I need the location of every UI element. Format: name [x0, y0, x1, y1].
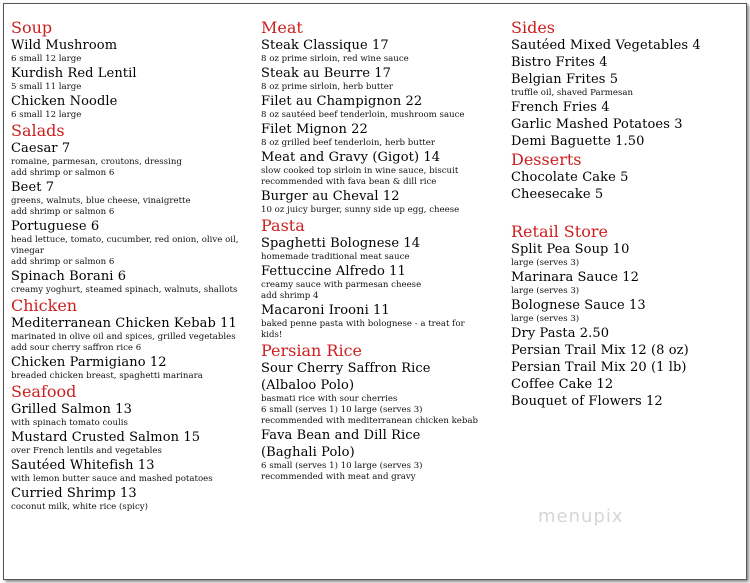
menu-item-description: 6 small (serves 1) 10 large (serves 3): [261, 461, 423, 471]
menu-item: [261, 263, 497, 302]
menu-item: [261, 377, 497, 427]
menu-item-description: over French lentils and vegetables: [11, 446, 162, 456]
menu-item-name: Coffee Cake 12: [511, 377, 614, 392]
menu-item: [11, 140, 251, 179]
menu-item-description: 5 small 11 large: [11, 82, 82, 92]
menu-item-description: creamy sauce with parmesan cheese: [261, 280, 422, 290]
menu-item: [11, 457, 251, 485]
menu-item: [511, 359, 743, 376]
menu-item-description: add shrimp or salmon 6: [11, 168, 115, 178]
menu-item-name: Spinach Borani 6: [11, 269, 127, 284]
menu-item-name: Persian Trail Mix 20 (1 lb): [511, 360, 687, 375]
menu-item-name: Persian Trail Mix 12 (8 oz): [511, 343, 689, 358]
menu-item: [511, 37, 743, 54]
menu-item: [11, 485, 251, 513]
menu-item-name: Beet 7: [11, 180, 55, 195]
menu-item-name: Meat and Gravy (Gigot) 14: [261, 150, 441, 165]
menu-item: [511, 99, 743, 116]
menu-item: [261, 121, 497, 149]
menu-item-name: Chocolate Cake 5: [511, 170, 629, 185]
menu-item-description: greens, walnuts, blue cheese, vinaigrette: [11, 196, 191, 206]
menu-item: [261, 360, 497, 377]
menu-item-description: breaded chicken breast, spaghetti marinara: [11, 371, 203, 381]
section-heading: Meat: [261, 18, 303, 37]
menu-item: [11, 218, 251, 268]
menu-item: [261, 188, 497, 216]
menu-item: [11, 354, 251, 382]
menu-item-name: Chicken Noodle: [11, 94, 118, 109]
section-heading: Pasta: [261, 216, 305, 235]
menu-item-description: add shrimp or salmon 6: [11, 257, 115, 267]
menu-item-name: (Albaloo Polo): [261, 378, 355, 393]
menu-item-name: Steak au Beurre 17: [261, 66, 392, 81]
menu-item-name: Portuguese 6: [11, 219, 100, 234]
menu-item: [511, 376, 743, 393]
menu-item: [11, 93, 251, 121]
menu-item: [511, 169, 743, 186]
menu-item-description: homemade traditional meat sauce: [261, 252, 410, 262]
menu-item-description: with spinach tomato coulis: [11, 418, 128, 428]
menu-item-description: vinegar: [11, 246, 44, 256]
menu-item-description: large (serves 3): [511, 258, 580, 268]
menu-item: [261, 37, 497, 65]
menu-item: [11, 268, 251, 296]
section-heading: Soup: [11, 18, 53, 37]
menu-item: [261, 65, 497, 93]
menu-column-1: [11, 18, 251, 513]
menu-item-name: Mediterranean Chicken Kebab 11: [11, 316, 237, 331]
menu-item-name: Marinara Sauce 12: [511, 270, 640, 285]
menu-item: [511, 325, 743, 342]
menu-item: [511, 186, 743, 203]
menu-item: [511, 133, 743, 150]
menu-item-name: Caesar 7: [11, 141, 71, 156]
menu-item: [261, 149, 497, 188]
menu-item-name: Bistro Frites 4: [511, 55, 608, 70]
menu-item: [11, 429, 251, 457]
menu-item-description: recommended with fava bean & dill rice: [261, 177, 437, 187]
menu-item-name: Macaroni Irooni 11: [261, 303, 390, 318]
menu-item-description: marinated in olive oil and spices, grilled vegetables: [11, 332, 236, 342]
menu-item-description: add shrimp or salmon 6: [11, 207, 115, 217]
menu-item: [261, 427, 497, 444]
menu-item: [511, 393, 743, 410]
menu-item: [11, 65, 251, 93]
menu-item-name: Spaghetti Bolognese 14: [261, 236, 421, 251]
menu-item-description: truffle oil, shaved Parmesan: [511, 88, 634, 98]
menu-item-description: recommended with mediterranean chicken kebab: [261, 416, 479, 426]
menu-item: [11, 401, 251, 429]
menu-item-description: 8 oz prime sirloin, herb butter: [261, 82, 393, 92]
menu-item-description: romaine, parmesan, croutons, dressing: [11, 157, 182, 167]
section-heading: Sides: [511, 18, 555, 37]
menu-item-description: recommended with meat and gravy: [261, 472, 416, 482]
menu-item-name: Sour Cherry Saffron Rice: [261, 361, 431, 376]
menu-item: [511, 342, 743, 359]
menu-item-name: Fava Bean and Dill Rice: [261, 428, 421, 443]
menu-item-description: add sour cherry saffron rice 6: [11, 343, 142, 353]
section-heading: Desserts: [511, 150, 582, 169]
menu-item-name: Wild Mushroom: [11, 38, 118, 53]
menu-item-name: Burger au Cheval 12: [261, 189, 400, 204]
menu-item-name: French Fries 4: [511, 100, 610, 115]
menu-item: [511, 54, 743, 71]
menu-item-description: 6 small 12 large: [11, 110, 82, 120]
section-spacer: [511, 203, 743, 222]
menu-item-description: large (serves 3): [511, 286, 580, 296]
menu-item-description: coconut milk, white rice (spicy): [11, 502, 148, 512]
section-heading: Retail Store: [511, 222, 608, 241]
menu-item-description: with lemon butter sauce and mashed potatoes: [11, 474, 213, 484]
menu-item-description: 10 oz juicy burger, sunny side up egg, cheese: [261, 205, 460, 215]
watermark-logo: menupix: [538, 506, 624, 527]
menu-item-name: Garlic Mashed Potatoes 3: [511, 117, 683, 132]
menu-item-description: creamy yoghurt, steamed spinach, walnuts, shallots: [11, 285, 238, 295]
menu-item: [11, 315, 251, 354]
menu-item: [511, 116, 743, 133]
menu-item-name: Chicken Parmigiano 12: [11, 355, 167, 370]
menu-item-name: Split Pea Soup 10: [511, 242, 630, 257]
menu-item-name: Belgian Frites 5: [511, 72, 619, 87]
menu-item-name: Fettuccine Alfredo 11: [261, 264, 406, 279]
menu-item-name: Sautéed Whitefish 13: [11, 458, 155, 473]
menu-item-description: large (serves 3): [511, 314, 580, 324]
menu-item-name: Dry Pasta 2.50: [511, 326, 610, 341]
menu-item: [511, 269, 743, 297]
menu-item: [261, 444, 497, 483]
menu-item-description: add shrimp 4: [261, 291, 319, 301]
menu-item: [511, 71, 743, 99]
menu-item-description: 6 small (serves 1) 10 large (serves 3): [261, 405, 423, 415]
menu-item: [511, 241, 743, 269]
menu-item-name: Grilled Salmon 13: [11, 402, 132, 417]
menu-item-description: 8 oz sautéed beef tenderloin, mushroom sauce: [261, 110, 465, 120]
menu-item: [261, 235, 497, 263]
menu-item-description: slow cooked top sirloin in wine sauce, biscuit: [261, 166, 459, 176]
menu-item-name: Mustard Crusted Salmon 15: [11, 430, 201, 445]
menu-item: [11, 37, 251, 65]
menu-item-name: Demi Baguette 1.50: [511, 134, 645, 149]
menu-item-name: Bouquet of Flowers 12: [511, 394, 663, 409]
menu-item-name: Curried Shrimp 13: [11, 486, 137, 501]
menu-item-name: Steak Classique 17: [261, 38, 389, 53]
menu-item-name: (Baghali Polo): [261, 445, 355, 460]
menu-item-description: head lettuce, tomato, cucumber, red onion, olive oil,: [11, 235, 239, 245]
menu-item-name: Kurdish Red Lentil: [11, 66, 137, 81]
menu-item-description: 6 small 12 large: [11, 54, 82, 64]
menu-item-name: Cheesecake 5: [511, 187, 604, 202]
menu-item-description: baked penne pasta with bolognese - a treat for: [261, 319, 465, 329]
menu-page: [3, 3, 747, 580]
menu-item-name: Filet au Champignon 22: [261, 94, 423, 109]
menu-column-2: [261, 18, 497, 483]
menu-item-description: kids!: [261, 330, 283, 340]
section-heading: Seafood: [11, 382, 77, 401]
menu-item: [11, 179, 251, 218]
section-heading: Chicken: [11, 296, 78, 315]
menu-column-3: [511, 18, 743, 410]
menu-item: [261, 302, 497, 341]
menu-item: [511, 297, 743, 325]
section-heading: Salads: [11, 121, 65, 140]
menu-item-description: basmati rice with sour cherries: [261, 394, 398, 404]
menu-item-name: Filet Mignon 22: [261, 122, 368, 137]
section-heading: Persian Rice: [261, 341, 363, 360]
menu-item: [261, 93, 497, 121]
menu-item-description: 8 oz prime sirloin, red wine sauce: [261, 54, 409, 64]
menu-item-name: Bolognese Sauce 13: [511, 298, 646, 313]
menu-item-name: Sautéed Mixed Vegetables 4: [511, 38, 701, 53]
menu-item-description: 8 oz grilled beef tenderloin, herb butter: [261, 138, 435, 148]
